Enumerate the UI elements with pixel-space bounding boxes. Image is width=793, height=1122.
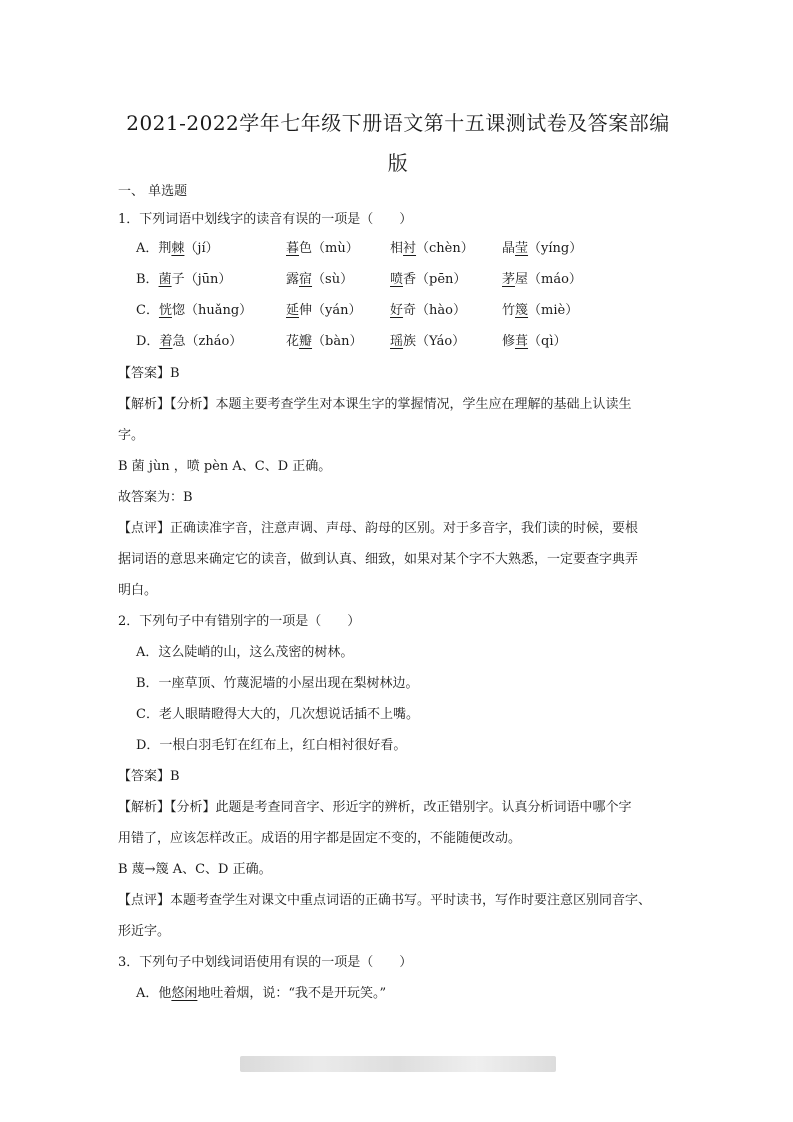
- q1-c-word3: 好奇（hào）: [390, 303, 466, 318]
- q1-analysis-line-2: 字。: [118, 428, 145, 443]
- q1-d-word1: D．着急（zháo）: [136, 334, 243, 349]
- document-title: [108, 103, 688, 183]
- q1-d-word2: 花瓣（bàn）: [286, 334, 363, 349]
- q2-analysis-line-2: 用错了，应该怎样改正。成语的用字都是固定不变的，不能随便改动。: [118, 831, 522, 846]
- title-line-1: 2021-2022学年七年级下册语文第十五课测试卷及答案部编: [126, 111, 670, 135]
- q2-analysis-line-1: 【解析】【分析】此题是考查同音字、形近字的辨析，改正错别字。认真分析词语中哪个字: [118, 800, 632, 815]
- q1-c-word4: 竹篾（miè）: [502, 303, 579, 318]
- q1-final-answer: 故答案为：B: [118, 490, 193, 505]
- q1-d-word3: 瑶族（Yáo）: [390, 334, 466, 349]
- q1-detail: B 菌 jùn ，喷 pèn A、C、D 正确。: [118, 459, 332, 474]
- q1-b-word2: 露宿（sù）: [286, 272, 354, 287]
- q1-answer: 【答案】B: [118, 366, 180, 381]
- q1-b-word1: B．菌子（jūn）: [136, 272, 232, 287]
- q1-c-word2: 延伸（yán）: [286, 303, 362, 318]
- q1-comment-line-2: 据词语的意思来确定它的读音，做到认真、细致，如果对某个字不大熟悉，一定要查字典弄: [118, 552, 639, 567]
- q1-c-word1: C．恍惚（huǎng）: [136, 303, 253, 318]
- q2-comment-line-1: 【点评】本题考查学生对课文中重点词语的正确书写。平时读书，写作时要注意区别同音字、: [118, 893, 652, 908]
- q2-comment-line-2: 形近字。: [118, 924, 171, 939]
- q2-option-d: D．一根白羽毛钉在红布上，红白相衬很好看。: [136, 738, 407, 753]
- q3-a-underlined-word: 悠闲: [171, 986, 198, 1001]
- q1-comment-line-1: 【点评】正确读准字音，注意声调、声母、韵母的区别。对于多音字，我们读的时候，要根: [118, 521, 639, 536]
- q3-option-a: A．他悠闲地吐着烟，说：“我不是开玩笑。”: [136, 986, 387, 1001]
- q2-answer: 【答案】B: [118, 769, 180, 784]
- q2-option-b: B．一座草顶、竹蔑泥墙的小屋出现在梨树林边。: [136, 676, 419, 691]
- q1-b-word3: 喷香（pēn）: [390, 272, 467, 287]
- q1-stem: 1．下列词语中划线字的读音有误的一项是（ ）: [118, 212, 413, 227]
- q1-comment-line-3: 明白。: [118, 583, 158, 598]
- q2-option-a: A．这么陡峭的山，这么茂密的树林。: [136, 645, 354, 660]
- q1-d-word4: 修葺（qì）: [502, 334, 567, 349]
- q3-stem: 3．下列句子中划线词语使用有误的一项是（ ）: [118, 955, 413, 970]
- q2-stem: 2．下列句子中有错别字的一项是（ ）: [118, 614, 361, 629]
- q2-option-c: C．老人眼睛瞪得大大的，几次想说话插不上嘴。: [136, 707, 419, 722]
- title-line-2: 版: [387, 151, 409, 175]
- section-heading: 一、 单选题: [118, 184, 188, 199]
- q1-analysis-line-1: 【解析】【分析】本题主要考查学生对本课生字的掌握情况，学生应在理解的基础上认读生: [118, 397, 632, 412]
- q1-b-word4: 茅屋（máo）: [502, 272, 582, 287]
- blurred-footer-watermark: [240, 1056, 556, 1072]
- q1-a-word2: 暮色（mù）: [286, 241, 359, 256]
- q2-detail: B 蔑→篾 A、C、D 正确。: [118, 862, 272, 877]
- q1-a-word1: A．荆棘（jí）: [136, 241, 219, 256]
- q1-a-word3: 相衬（chèn）: [390, 241, 474, 256]
- q1-a-word4: 晶莹（yíng）: [502, 241, 583, 256]
